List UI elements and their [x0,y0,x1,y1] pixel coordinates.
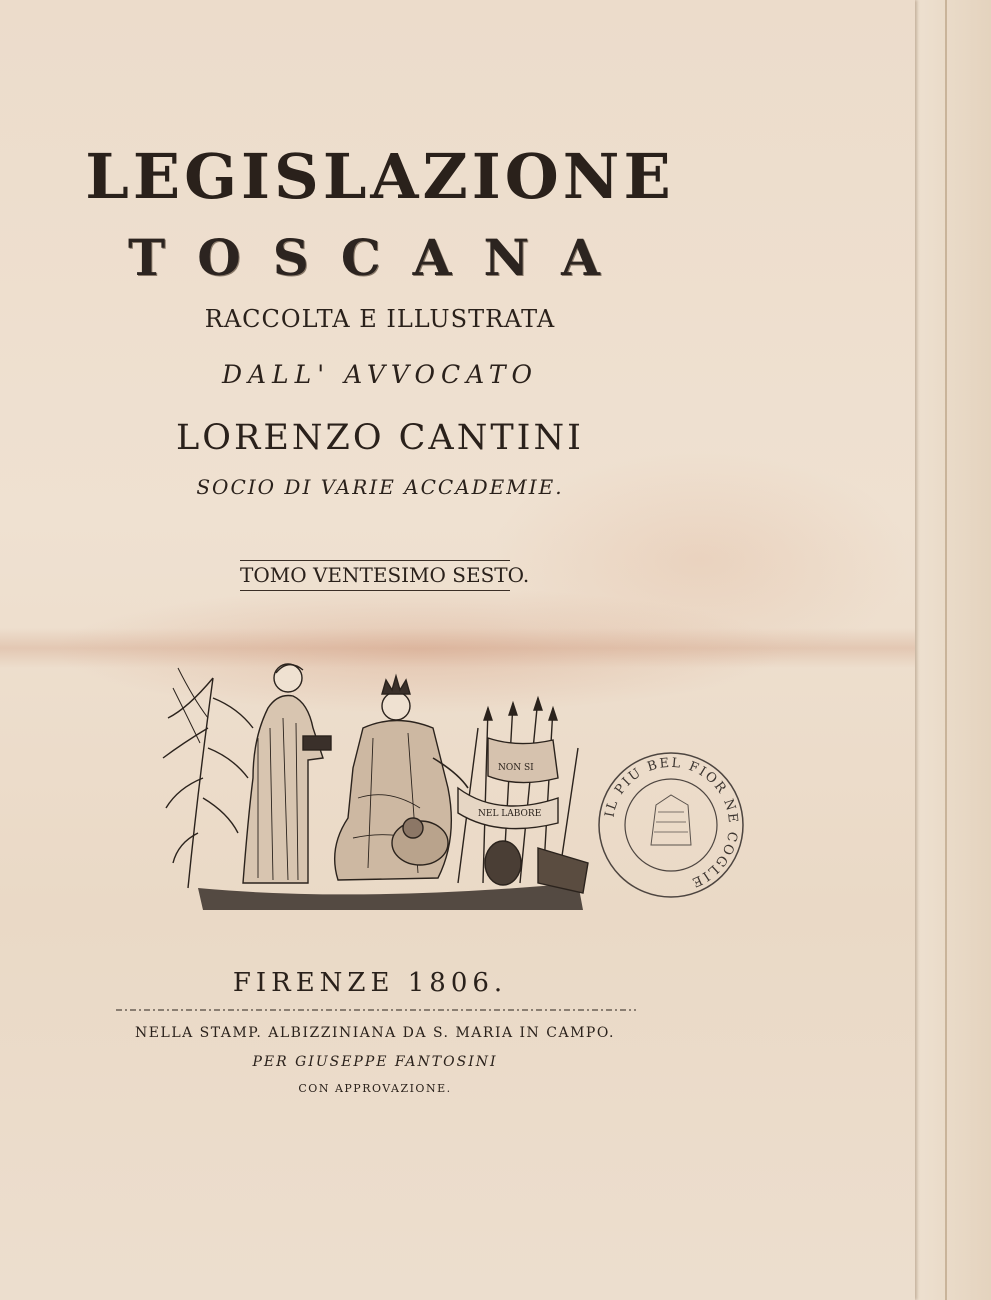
svg-text:IL PIU BEL FIOR NE COGLIE [603,756,741,891]
author-note: SOCIO DI VARIE ACCADEMIE. [196,475,564,499]
place-and-year: FIRENZE 1806. [232,968,508,998]
library-stamp [596,750,746,900]
by-line: DALL' AVVOCATO [221,360,539,389]
ornamental-rule [116,1005,636,1015]
title-line-1: LEGISLAZIONE [85,140,675,213]
imprint-approval: CON APPROVAZIONE. [298,1082,452,1095]
stamp-motto: IL PIU BEL FIOR NE COGLIE [602,755,741,891]
title-line-2: TOSCANA [128,228,632,287]
volume-label: TOMO VENTESIMO SESTO. [240,560,510,591]
vignette-banner-bottom: NEL LABORE [478,809,542,819]
author-name: LORENZO CANTINI [176,418,584,458]
imprint-publisher: PER GIUSEPPE FANTOSINI [252,1054,498,1070]
imprint-printer: NELLA STAMP. ALBIZZINIANA DA S. MARIA IN CAMPO. [135,1025,615,1041]
vignette-banner-top: NON SI [498,763,534,773]
subtitle: RACCOLTA E ILLUSTRATA [204,305,556,333]
engraved-vignette [158,648,600,910]
